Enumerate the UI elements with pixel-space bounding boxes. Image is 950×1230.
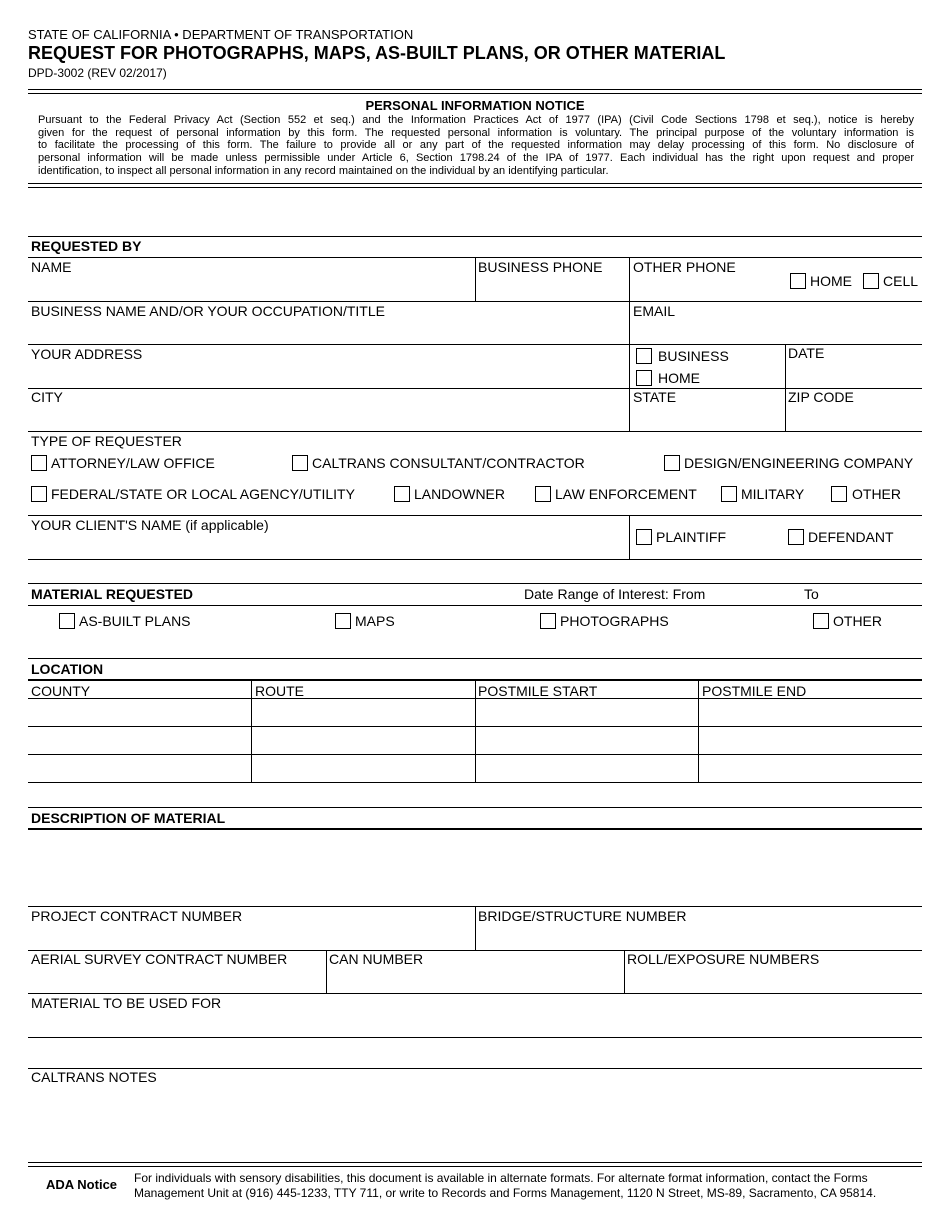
maps-label: MAPS (355, 613, 395, 629)
date-field[interactable] (788, 363, 918, 385)
divider (475, 906, 476, 950)
consultant-label: CALTRANS CONSULTANT/CONTRACTOR (312, 455, 585, 471)
requester-type-label: TYPE OF REQUESTER (31, 433, 182, 449)
landowner-label: LANDOWNER (414, 486, 506, 502)
ada-text-line-1: For individuals with sensory disabilities, this document is available in alternate formats. For alternate format information, contact the Forms (134, 1171, 868, 1185)
can-number-label: CAN NUMBER (329, 951, 424, 967)
requested-by-heading: REQUESTED BY (31, 238, 142, 254)
description-field[interactable] (31, 833, 918, 903)
rule (28, 605, 922, 606)
law-enforcement-label: LAW ENFORCEMENT (555, 486, 697, 502)
plaintiff-checkbox[interactable] (636, 529, 652, 545)
postmile-end-input[interactable] (702, 730, 918, 750)
postmile-start-input[interactable] (478, 730, 694, 750)
privacy-line: personal information will be made unless permissible under Article 6, Section 1798.24 of the IPA of 1977. Each individual has the right upon request and proper (38, 152, 914, 165)
postmile-start-input[interactable] (478, 702, 694, 722)
agency-line: STATE OF CALIFORNIA • DEPARTMENT OF TRANSPORTATION (28, 27, 414, 42)
bridge-structure-field[interactable] (478, 926, 918, 948)
location-row-rule (28, 698, 922, 699)
postmile-start-header: POSTMILE START (478, 683, 598, 699)
ada-rule-2 (28, 1166, 922, 1167)
location-col-divider (475, 681, 476, 782)
location-row-rule (28, 754, 922, 755)
project-contract-field[interactable] (31, 926, 471, 948)
privacy-line: identification, to inspect all personal information in any record maintained on the individual by an identifying particular. (38, 164, 609, 177)
divider (624, 950, 625, 993)
agency-label: FEDERAL/STATE OR LOCAL AGENCY/UTILITY (51, 486, 355, 502)
route-header: ROUTE (255, 683, 304, 699)
project-contract-label: PROJECT CONTRACT NUMBER (31, 908, 243, 924)
attorney-checkbox[interactable] (31, 455, 47, 471)
route-input[interactable] (255, 702, 471, 722)
defendant-label: DEFENDANT (808, 529, 894, 545)
notes-top-rule (28, 1068, 922, 1069)
attorney-label: ATTORNEY/LAW OFFICE (51, 455, 215, 471)
location-col-divider (698, 681, 699, 782)
address-label: YOUR ADDRESS (31, 346, 143, 362)
photographs-checkbox[interactable] (540, 613, 556, 629)
business-phone-label: BUSINESS PHONE (478, 259, 603, 275)
postmile-end-input[interactable] (702, 758, 918, 778)
bridge-structure-label: BRIDGE/STRUCTURE NUMBER (478, 908, 687, 924)
military-label: MILITARY (741, 486, 805, 502)
privacy-line: given for the request of personal information by this form. The requested personal information is voluntary. The principal purpose of the voluntary information is (38, 126, 914, 139)
divider (629, 257, 630, 301)
caltrans-notes-field[interactable] (31, 1087, 918, 1153)
business-phone-field[interactable] (478, 277, 626, 299)
city-field[interactable] (31, 407, 625, 429)
divider (326, 950, 327, 993)
business-name-field[interactable] (31, 320, 625, 342)
cell-phone-checkbox[interactable] (863, 273, 879, 289)
client-name-field[interactable] (31, 535, 625, 557)
other-requester-label: OTHER (852, 486, 901, 502)
city-label: CITY (31, 389, 63, 405)
email-label: EMAIL (633, 303, 676, 319)
caltrans-notes-label: CALTRANS NOTES (31, 1069, 157, 1085)
client-name-label: YOUR CLIENT'S NAME (if applicable) (31, 517, 269, 533)
rule (28, 559, 922, 560)
maps-checkbox[interactable] (335, 613, 351, 629)
location-heading: LOCATION (31, 661, 104, 677)
other-phone-label: OTHER PHONE (633, 259, 736, 275)
military-checkbox[interactable] (721, 486, 737, 502)
route-input[interactable] (255, 730, 471, 750)
date-range-to-label: To (804, 586, 819, 602)
ada-rule (28, 1162, 922, 1163)
rule (28, 1037, 922, 1038)
privacy-bottom-rule (28, 183, 922, 184)
divider (475, 257, 476, 301)
description-header-rule (28, 828, 922, 830)
aerial-survey-field[interactable] (31, 969, 322, 991)
aerial-survey-label: AERIAL SURVEY CONTRACT NUMBER (31, 951, 288, 967)
county-input[interactable] (31, 702, 247, 722)
zip-field[interactable] (788, 407, 918, 429)
address-home-checkbox[interactable] (636, 370, 652, 386)
home-phone-label: HOME (810, 273, 852, 289)
divider (629, 515, 630, 559)
location-top-rule (28, 658, 922, 659)
other-requester-checkbox[interactable] (831, 486, 847, 502)
can-number-field[interactable] (329, 969, 620, 991)
privacy-line: Pursuant to the Federal Privacy Act (Section 552 et seq.) and the Information Practices Act of 1977 (IPA) (Civil Code Sections 1798 et seq.), notice is hereby (38, 114, 914, 126)
email-field[interactable] (633, 320, 919, 342)
privacy-top-rule-2 (28, 93, 922, 94)
address-business-checkbox[interactable] (636, 348, 652, 364)
county-input[interactable] (31, 758, 247, 778)
law-enforcement-checkbox[interactable] (535, 486, 551, 502)
roll-exposure-field[interactable] (627, 969, 918, 991)
zip-label: ZIP CODE (788, 389, 854, 405)
roll-exposure-label: ROLL/EXPOSURE NUMBERS (627, 951, 820, 967)
privacy-bottom-rule-2 (28, 187, 922, 188)
state-field[interactable] (633, 407, 781, 429)
address-home-label: HOME (658, 370, 700, 386)
rule (28, 515, 922, 516)
date-range-from-field[interactable] (710, 585, 798, 603)
agency-checkbox[interactable] (31, 486, 47, 502)
rule (28, 431, 922, 432)
divider (629, 301, 630, 344)
requested-by-top-rule (28, 236, 922, 237)
plaintiff-label: PLAINTIFF (656, 529, 727, 545)
county-header: COUNTY (31, 683, 91, 699)
as-built-checkbox[interactable] (59, 613, 75, 629)
consultant-checkbox[interactable] (292, 455, 308, 471)
ada-text-line-2: Management Unit at (916) 445-1233, TTY 711, or write to Records and Forms Management, 1120 N Street, MS-89, Sacramento, CA 95814. (134, 1186, 877, 1200)
home-phone-checkbox[interactable] (790, 273, 806, 289)
location-row-rule (28, 782, 922, 783)
route-input[interactable] (255, 758, 471, 778)
rule (28, 301, 922, 302)
privacy-text (38, 114, 914, 178)
description-top-rule (28, 807, 922, 808)
state-label: STATE (633, 389, 677, 405)
design-label: DESIGN/ENGINEERING COMPANY (684, 455, 914, 471)
design-checkbox[interactable] (664, 455, 680, 471)
other-material-label: OTHER (833, 613, 882, 629)
county-input[interactable] (31, 730, 247, 750)
material-use-field[interactable] (31, 1013, 918, 1035)
rule (28, 993, 922, 994)
other-material-checkbox[interactable] (813, 613, 829, 629)
address-field[interactable] (31, 364, 625, 386)
business-name-label: BUSINESS NAME AND/OR YOUR OCCUPATION/TITLE (31, 303, 385, 319)
landowner-checkbox[interactable] (394, 486, 410, 502)
postmile-start-input[interactable] (478, 758, 694, 778)
name-label: NAME (31, 259, 72, 275)
defendant-checkbox[interactable] (788, 529, 804, 545)
location-row-rule (28, 726, 922, 727)
date-label: DATE (788, 345, 825, 361)
cell-phone-label: CELL (883, 273, 919, 289)
photographs-label: PHOTOGRAPHS (560, 613, 669, 629)
privacy-heading: PERSONAL INFORMATION NOTICE (365, 98, 585, 113)
form-id: DPD-3002 (REV 02/2017) (28, 66, 167, 80)
postmile-end-header: POSTMILE END (702, 683, 807, 699)
form-title: REQUEST FOR PHOTOGRAPHS, MAPS, AS-BUILT PLANS, OR OTHER MATERIAL (28, 43, 726, 63)
as-built-label: AS-BUILT PLANS (79, 613, 191, 629)
address-business-label: BUSINESS (658, 348, 729, 364)
material-top-rule (28, 583, 922, 584)
ada-notice-label: ADA Notice (46, 1177, 118, 1192)
name-field[interactable] (31, 277, 471, 299)
location-col-divider (251, 681, 252, 782)
privacy-top-rule (28, 89, 922, 90)
privacy-line: to facilitate the processing of this form. The failure to provide all or any part of the requested information may delay processing of this form. No disclosure of (38, 139, 914, 152)
material-heading: MATERIAL REQUESTED (31, 586, 194, 602)
material-use-label: MATERIAL TO BE USED FOR (31, 995, 222, 1011)
description-heading: DESCRIPTION OF MATERIAL (31, 810, 226, 826)
date-range-from-label: Date Range of Interest: From (524, 586, 706, 602)
postmile-end-input[interactable] (702, 702, 918, 722)
date-range-to-field[interactable] (824, 585, 918, 603)
